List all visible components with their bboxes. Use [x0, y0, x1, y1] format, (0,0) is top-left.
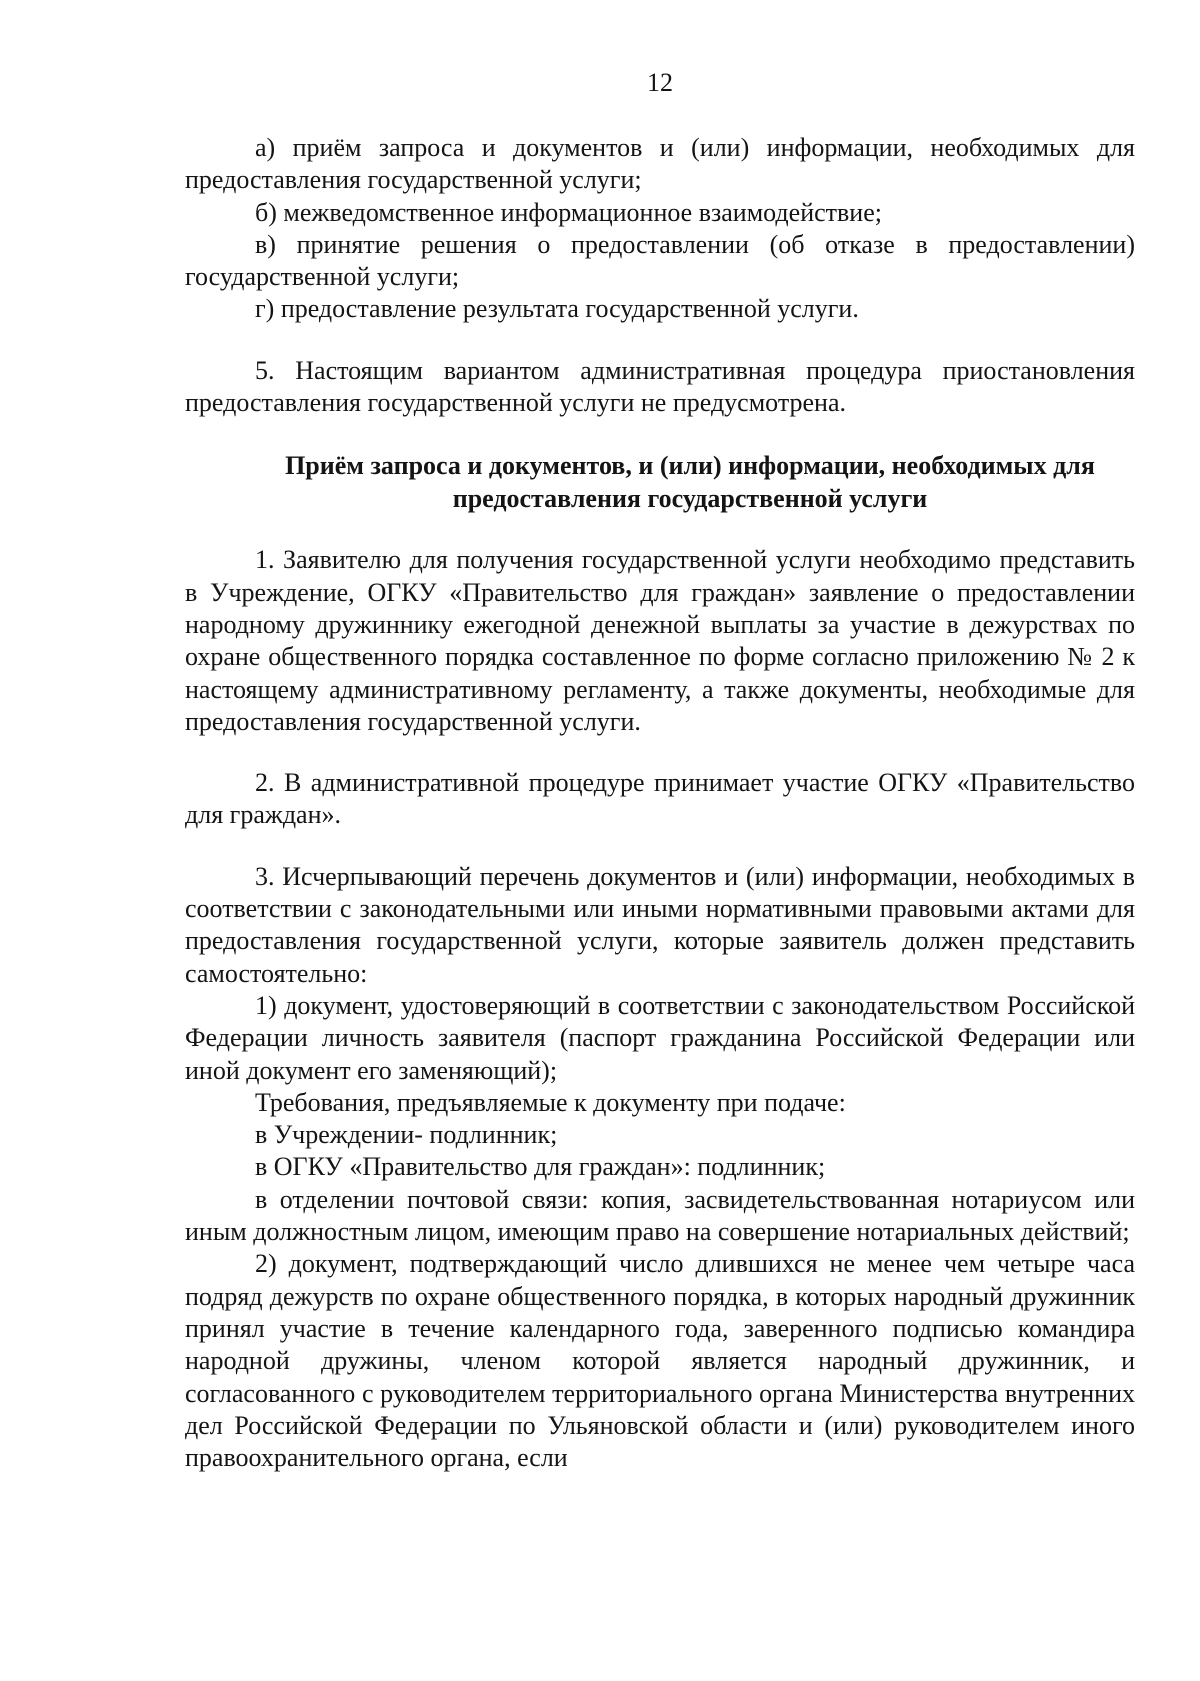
item-3-intro: 3. Исчерпывающий перечень документов и (или) информации, необходимых в соответствии с законодательными или иными нормативными правовыми актами для предоставления государственной услуги, которые заявитель должен представить самостоятельно:: [185, 861, 1135, 988]
page-number: 12: [647, 68, 673, 97]
list-item-b: б) межведомственное информационное взаимодействие;: [255, 197, 882, 227]
requirement-post-office: в отделении почтовой связи: копия, засвидетельствованная нотариусом или иным должностным лицом, имеющим право на совершение нотариальных действий;: [185, 1184, 1135, 1247]
requirement-institution: в Учреждении- подлинник;: [255, 1120, 558, 1150]
item-2-paragraph: 2. В административной процедуре принимает участие ОГКУ «Правительство для граждан».: [185, 768, 1135, 830]
requirements-title: Требования, предъявляемые к документу при подаче:: [255, 1087, 846, 1117]
paragraph-5: 5. Настоящим вариантом административная процедура приостановления предоставления государственной услуги не предусмотрена.: [185, 355, 1135, 418]
item-3-sub-2: 2) документ, подтверждающий число длившихся не менее чем четыре часа подряд дежурств по охране общественного порядка, в которых народный дружинник принял участие в течение календарного года, заверенного подписью командира народной дружины, членом которой является народный дружинник, и согласованного с руководителем территориального органа Министерства внутренних дел Российской Федерации по Ульяновской области и (или) руководителем иного правоохранительного органа, если: [185, 1249, 1135, 1473]
item-3-sub-1: 1) документ, удостоверяющий в соответствии с законодательством Российской Федерации личность заявителя (паспорт гражданина Российской Федерации или иной документ его заменяющий);: [185, 990, 1135, 1085]
document-body: [185, 132, 1135, 1474]
list-item-c: в) принятие решения о предоставлении (об отказе в предоставлении) государственной услуги;: [185, 229, 1135, 292]
requirement-ogku: в ОГКУ «Правительство для граждан»: подлинник;: [255, 1152, 826, 1182]
section-heading: [185, 449, 1135, 515]
item-1-paragraph: 1. Заявителю для получения государственной услуги необходимо представить в Учреждение, ОГКУ «Правительство для граждан» заявление о предоставлении народному дружиннику ежегодной денежной выплаты за участие в дежурствах по охране общественного порядка составленное по форме согласно приложению № 2 к настоящему административному регламенту, а также документы, необходимые для предоставления государственной услуги.: [185, 545, 1135, 736]
section-heading-line-1: Приём запроса и документов, и (или) информации, необходимых для: [285, 451, 1095, 481]
section-heading-line-2: предоставления государственной услуги: [452, 484, 928, 514]
list-item-a: а) приём запроса и документов и (или) информации, необходимых для предоставления государственной услуги;: [185, 133, 1135, 195]
list-item-d: г) предоставление результата государственной услуги.: [255, 294, 859, 324]
